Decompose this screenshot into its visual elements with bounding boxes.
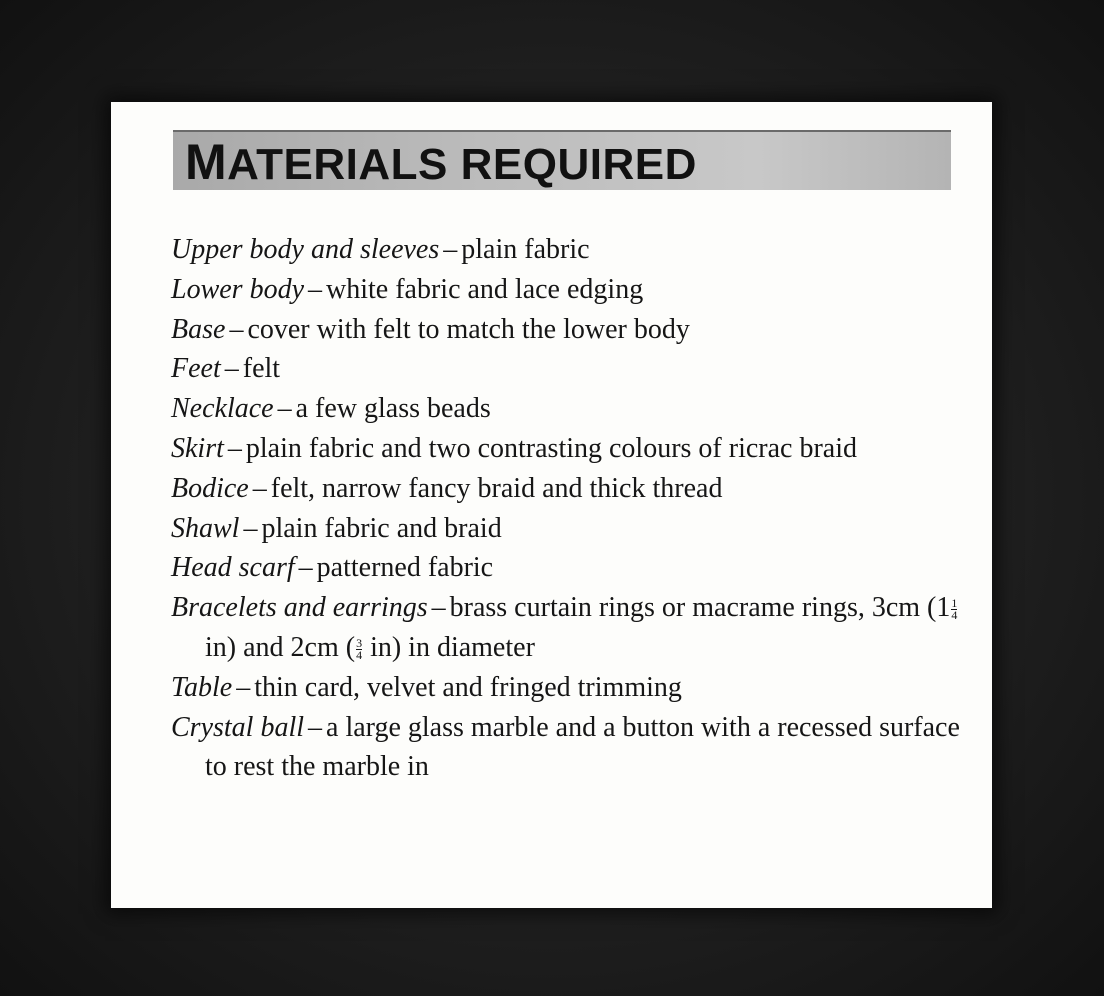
list-item xyxy=(171,310,961,350)
list-item xyxy=(171,509,961,549)
item-term: Necklace xyxy=(171,393,274,425)
item-separator: – xyxy=(431,592,446,624)
item-separator: – xyxy=(298,552,313,584)
item-text: plain fabric xyxy=(461,234,590,265)
item-term: Shawl xyxy=(171,512,240,544)
item-text: cover with felt to match the lower body xyxy=(247,313,690,345)
item-separator: – xyxy=(227,432,242,464)
fraction-denominator: 4 xyxy=(951,608,958,623)
list-item xyxy=(171,548,961,588)
item-separator: – xyxy=(236,671,251,703)
item-text: felt, narrow fancy braid and thick thread xyxy=(270,472,723,504)
page-title xyxy=(185,134,697,193)
item-text: brass curtain rings or macrame rings, 3cm (1 xyxy=(449,592,951,624)
item-text: in) and 2cm ( xyxy=(205,631,356,663)
item-separator: – xyxy=(224,353,239,385)
item-term: Feet xyxy=(171,353,221,385)
fraction-one-quarter xyxy=(951,598,957,621)
heading-bar xyxy=(173,130,951,190)
title-rest: ATERIALS REQUIRED xyxy=(227,140,697,189)
fraction-denominator: 4 xyxy=(356,648,363,663)
fraction-numerator: 1 xyxy=(951,596,958,611)
item-separator: – xyxy=(277,393,292,425)
fraction-three-quarters xyxy=(356,638,362,661)
item-text: felt xyxy=(242,353,281,385)
item-separator: – xyxy=(308,273,322,305)
item-term: Upper body and sleeves xyxy=(171,234,440,265)
list-item xyxy=(171,588,961,668)
item-text: plain fabric and two contrasting colours of ricrac braid xyxy=(245,432,857,464)
list-item xyxy=(171,469,961,509)
item-term: Bodice xyxy=(171,472,249,504)
item-separator: – xyxy=(243,512,258,544)
list-item xyxy=(171,668,961,708)
title-first-letter: M xyxy=(185,134,228,190)
item-text: in) in diameter xyxy=(363,631,535,663)
item-term: Head scarf xyxy=(171,552,295,584)
list-item xyxy=(171,270,961,310)
item-term: Lower body xyxy=(171,273,304,305)
item-term: Base xyxy=(171,313,226,345)
item-text: a few glass beads xyxy=(295,393,491,425)
materials-list xyxy=(171,230,961,787)
list-item xyxy=(171,230,961,270)
item-text: plain fabric and braid xyxy=(261,512,502,544)
item-text: a large glass marble and a button with a recessed surface to rest the marble in xyxy=(205,711,960,783)
list-item xyxy=(171,429,961,469)
item-term: Table xyxy=(171,671,233,703)
item-separator: – xyxy=(308,711,323,743)
item-separator: – xyxy=(229,313,244,345)
list-item xyxy=(171,349,961,389)
item-term: Bracelets and earrings xyxy=(171,592,428,624)
item-term: Skirt xyxy=(171,432,224,464)
item-separator: – xyxy=(443,234,458,265)
fraction-numerator: 3 xyxy=(356,636,363,651)
document-page xyxy=(111,102,992,908)
item-term: Crystal ball xyxy=(171,711,305,743)
item-text: white fabric and lace edging xyxy=(326,273,644,305)
list-item xyxy=(171,389,961,429)
item-text: thin card, velvet and fringed trimming xyxy=(254,671,682,703)
item-text: patterned fabric xyxy=(316,552,494,584)
list-item xyxy=(171,708,961,788)
item-separator: – xyxy=(252,472,267,504)
